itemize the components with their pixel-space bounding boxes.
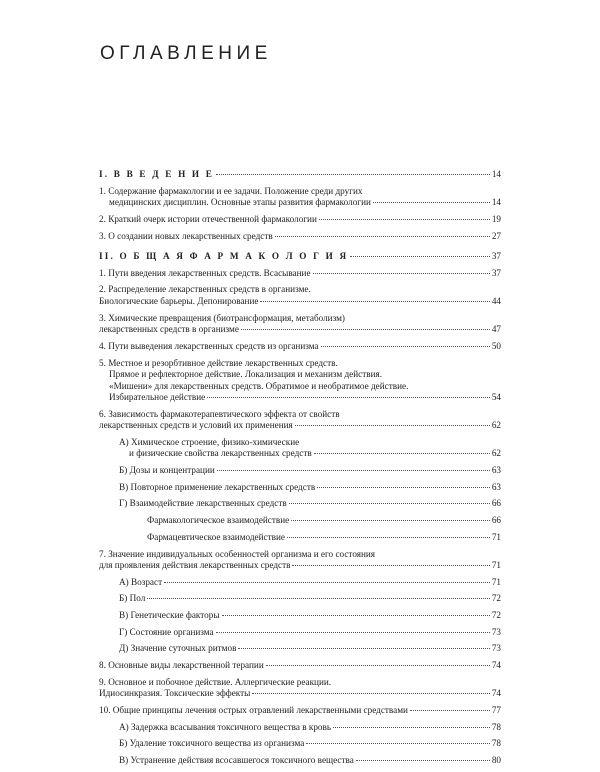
toc-entry[interactable] <box>99 169 501 181</box>
toc-entry[interactable] <box>99 498 501 510</box>
toc-entry-title: II. О Б Щ А Я Ф А Р М А К О Л О Г И Я <box>99 251 349 262</box>
toc-entry-title: и физические свойства лекарственных средств <box>129 448 312 459</box>
toc-entry-title: Б) Пол <box>119 593 146 604</box>
toc-entry-title: 2. Краткий очерк истории отечественной фармакологии <box>99 213 317 224</box>
toc-entry-title: 7. Значение индивидуальных особенностей организма и его состояния <box>99 548 376 559</box>
dot-leader <box>373 202 490 203</box>
dot-leader <box>306 743 490 744</box>
toc-entry-title: лекарственных средств и условий их применения <box>99 420 293 431</box>
toc-entry-title: В) Генетические факторы <box>119 610 220 621</box>
dot-leader <box>238 648 489 649</box>
page-number: 62 <box>491 448 501 459</box>
dot-leader <box>356 760 490 761</box>
dot-leader <box>287 537 490 538</box>
dot-leader <box>292 565 489 566</box>
page-number: 78 <box>491 738 501 749</box>
dot-leader <box>222 615 490 616</box>
toc-entry-title: В) Повторное применение лекарственных средств <box>119 481 316 492</box>
toc-entry-title: лекарственных средств в организме <box>99 324 239 335</box>
dot-leader <box>410 710 490 711</box>
page-number: 63 <box>491 465 501 476</box>
page-number: 14 <box>491 197 501 208</box>
dot-leader <box>350 256 489 257</box>
page-number: 37 <box>491 251 501 262</box>
page-number: 73 <box>491 626 501 637</box>
toc-entry[interactable] <box>99 482 501 494</box>
toc-entry-title: Б) Удаление токсичного вещества из организма <box>119 738 305 749</box>
page-number: 44 <box>491 295 501 306</box>
page-number: 27 <box>491 230 501 241</box>
dot-leader <box>147 598 489 599</box>
dot-leader <box>241 329 490 330</box>
toc-entry-title: 1. Содержание фармакологии и ее задачи. Положение среди других <box>99 185 363 196</box>
toc-entry[interactable] <box>99 465 501 477</box>
toc-entry[interactable] <box>99 660 501 672</box>
toc-entry[interactable] <box>99 738 501 750</box>
dot-leader <box>275 236 490 237</box>
dot-leader <box>216 632 490 633</box>
dot-leader <box>317 487 490 488</box>
page-number: 54 <box>491 392 501 402</box>
toc-entry-title: 8. Основные виды лекарственной терапии <box>99 660 264 671</box>
dot-leader <box>164 582 490 583</box>
toc-entry-title: Г) Взаимодействие лекарственных средств <box>119 498 287 509</box>
dot-leader <box>252 693 489 694</box>
toc-entry-title: В) Устранение действия всосавшегося токсичного вещества <box>119 755 354 766</box>
page-number: 74 <box>491 688 501 699</box>
toc-entry[interactable] <box>99 532 501 544</box>
toc-entry[interactable] <box>99 268 501 280</box>
dot-leader <box>321 346 490 347</box>
page-title: ОГЛАВЛЕНИЕ <box>100 43 272 64</box>
page-number: 62 <box>491 420 501 431</box>
toc-entry-title: Избирательное действие <box>109 392 206 402</box>
page-number: 66 <box>491 498 501 509</box>
toc-entry-title: 9. Основное и побочное действие. Аллергические реакции. <box>99 676 332 687</box>
page-number: 71 <box>491 531 501 542</box>
toc-entry-title: медицинских дисциплин. Основные этапы развития фармакологии <box>109 197 371 208</box>
toc-entry-title: Прямое и рефлекторное действие. Локализация и механизм действия. <box>109 369 383 379</box>
page-number: 63 <box>491 481 501 492</box>
toc-entry-title: Биологические барьеры. Депонирование <box>99 295 259 306</box>
page-number: 47 <box>491 324 501 335</box>
toc-entry-title: I. В В Е Д Е Н И Е <box>99 169 215 179</box>
dot-leader <box>314 453 490 454</box>
toc-entry-title: «Мишени» для лекарственных средств. Обратимое и необратимое действие. <box>109 380 409 391</box>
toc-entry[interactable] <box>99 214 501 226</box>
toc-entry-title: 3. Химические превращения (биотрансформация, метаболизм) <box>99 312 345 323</box>
toc-entry[interactable] <box>99 705 501 717</box>
toc-entry[interactable] <box>99 231 501 243</box>
toc-entry[interactable] <box>99 251 501 263</box>
toc-entry[interactable] <box>99 284 501 307</box>
toc-entry-title: Фармакологическое взаимодействие <box>147 515 290 526</box>
toc-entry-title: 6. Зависимость фармакотерапевтического эффекта от свойств <box>99 408 340 419</box>
toc-entry[interactable] <box>99 186 501 209</box>
dot-leader <box>313 273 490 274</box>
toc-entry-title: Г) Состояние организма <box>119 626 214 637</box>
page-number: 80 <box>491 755 501 766</box>
dot-leader <box>319 219 490 220</box>
toc-entry-title: для проявления действия лекарственных средств <box>99 560 291 570</box>
page-number: 14 <box>491 169 501 179</box>
page-number: 50 <box>491 340 501 351</box>
toc-entry[interactable] <box>99 677 501 700</box>
toc-entry-title: А) Задержка всасывания токсичного вещества в кровь <box>119 721 332 732</box>
toc-entry[interactable] <box>99 313 501 336</box>
toc-entry-title: А) Возраст <box>119 576 163 587</box>
toc-entry[interactable] <box>99 722 501 734</box>
toc-entry[interactable] <box>99 593 501 605</box>
dot-leader <box>207 397 490 398</box>
toc-entry-title: Фармацевтическое взаимодействие <box>147 531 285 542</box>
dot-leader <box>260 301 489 302</box>
page-number: 66 <box>491 515 501 526</box>
page-number: 77 <box>491 705 501 715</box>
toc-entry[interactable] <box>99 643 501 655</box>
toc-entry[interactable] <box>99 755 501 767</box>
page-number: 19 <box>491 213 501 224</box>
toc-entry-title: 3. О создании новых лекарственных средств <box>99 230 273 241</box>
page-number: 71 <box>491 576 501 587</box>
page-number: 37 <box>491 267 501 278</box>
page-number: 72 <box>491 610 501 621</box>
dot-leader <box>295 425 490 426</box>
dot-leader <box>216 174 490 175</box>
toc-entry[interactable] <box>99 610 501 622</box>
toc-entry-title: Б) Дозы и концентрации <box>119 465 215 476</box>
dot-leader <box>266 665 490 666</box>
toc-entry-title: 4. Пути выведения лекарственных средств из организма <box>99 340 319 351</box>
toc-entry[interactable] <box>99 549 501 572</box>
dot-leader <box>289 503 490 504</box>
toc-entry[interactable] <box>99 358 501 404</box>
toc-entry[interactable] <box>99 341 501 353</box>
page-number: 73 <box>491 643 501 654</box>
toc-entry-title: Д) Значение суточных ритмов <box>119 643 237 654</box>
toc-entry-title: 5. Местное и резорбтивное действие лекарственных средств. <box>99 357 338 368</box>
page-number: 74 <box>491 660 501 671</box>
toc-entry[interactable] <box>99 627 501 639</box>
dot-leader <box>333 727 490 728</box>
toc-entry[interactable] <box>99 515 501 527</box>
toc-entry[interactable] <box>99 437 501 460</box>
toc-entry-title: 1. Пути введения лекарственных средств. Всасывание <box>99 267 311 278</box>
toc-entry-title: А) Химическое строение, физико-химические <box>119 436 300 447</box>
table-of-contents <box>99 169 501 772</box>
toc-entry-title: Идиосинкразия. Токсические эффекты <box>99 688 251 699</box>
toc-entry[interactable] <box>99 409 501 432</box>
toc-entry-title: 2. Распределение лекарственных средств в организме. <box>99 284 311 295</box>
toc-entry[interactable] <box>99 577 501 589</box>
page-number: 72 <box>491 593 501 604</box>
toc-entry-title: 10. Общие принципы лечения острых отравлений лекарственными средствами <box>99 705 408 715</box>
page-number: 78 <box>491 721 501 732</box>
dot-leader <box>291 520 490 521</box>
page-number: 71 <box>491 560 501 570</box>
dot-leader <box>217 470 490 471</box>
